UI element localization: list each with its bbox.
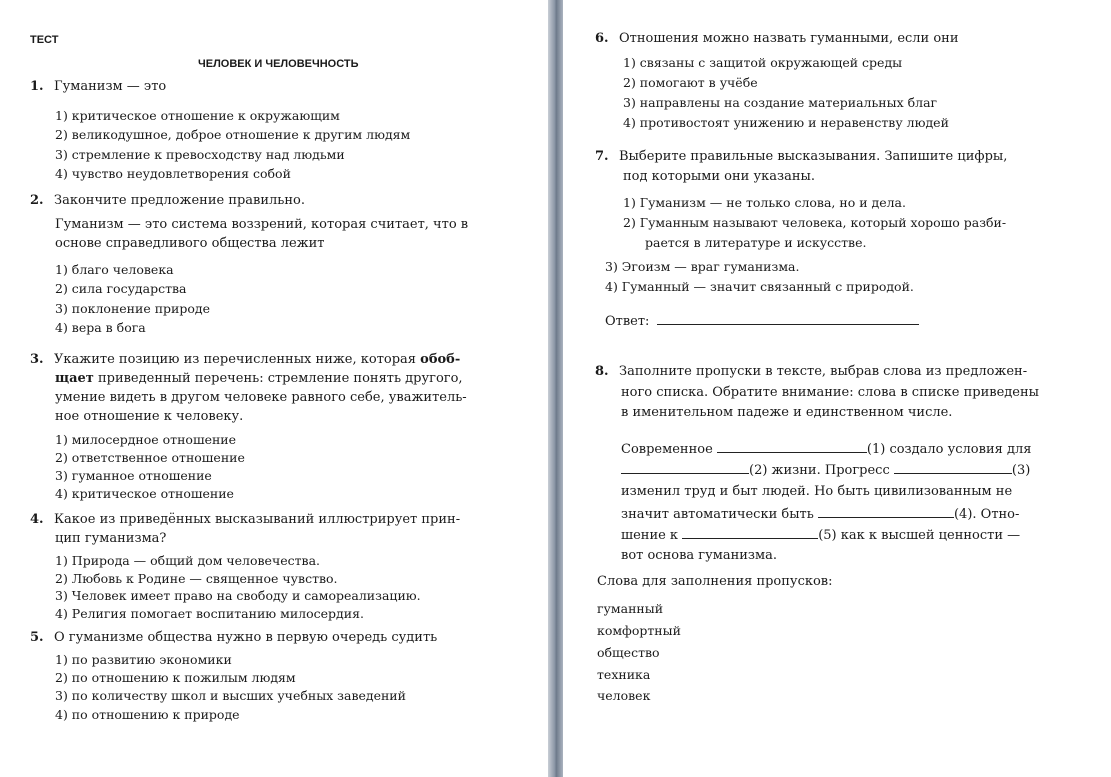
fill-text-line [621, 506, 1019, 523]
question-1 [30, 79, 166, 95]
question-text: умение видеть в другом человеке равного себе, уважитель- [55, 390, 467, 405]
option: 4) противостоят унижению и неравенству людей [623, 115, 949, 130]
question-text: приведенный перечень: стремление понять другого, [93, 371, 463, 386]
question-number: 3. [30, 352, 44, 367]
word-item: гуманный [597, 601, 664, 616]
question-text-bold: щает [55, 371, 94, 386]
word-item: человек [597, 688, 651, 703]
fill-text: (1) создало условия для [866, 442, 1032, 457]
question-number: 5. [30, 630, 44, 645]
option: 4) вера в бога [55, 320, 146, 335]
option: 3) Человек имеет право на свободу и самореализацию. [55, 588, 421, 603]
question-text: в именительном падеже и единственном числе. [621, 405, 953, 420]
question-6 [595, 31, 959, 47]
question-text: Укажите позицию из перечисленных ниже, которая [54, 352, 421, 367]
fill-text: (5) как к высшей ценности — [818, 528, 1021, 543]
option: 1) Природа — общий дом человечества. [55, 553, 320, 568]
question-number: 1. [30, 79, 44, 94]
fill-text: изменил труд и быт людей. Но быть цивилизованным не [621, 484, 1013, 499]
question-text [55, 371, 463, 387]
word-item: комфортный [597, 623, 681, 638]
question-text: Выберите правильные высказывания. Запишите цифры, [619, 149, 1008, 164]
option: 1) связаны с защитой окружающей среды [623, 55, 903, 70]
question-2 [30, 193, 305, 209]
option: 1) милосердное отношение [55, 432, 237, 447]
option: 1) критическое отношение к окружающим [55, 108, 340, 123]
option: 2) помогают в учёбе [623, 75, 758, 90]
answer-row [605, 312, 919, 330]
word-item: общество [597, 645, 660, 660]
fill-text: значит автоматически быть [621, 507, 814, 522]
option: 1) Гуманизм — не только слова, но и дела. [623, 195, 906, 210]
left-page [0, 0, 548, 777]
fill-text: (2) жизни. Прогресс [749, 463, 890, 478]
option: 4) Гуманный — значит связанный с природой. [605, 279, 914, 294]
fill-text: Современное [621, 442, 713, 457]
question-8 [595, 364, 1027, 380]
option: 4) чувство неудовлетворения собой [55, 166, 291, 181]
words-title: Слова для заполнения пропусков: [597, 574, 833, 589]
question-7 [595, 149, 1007, 165]
question-number: 4. [30, 512, 44, 527]
question-4 [30, 512, 460, 528]
question-text: Гуманизм — это система воззрений, которая считает, что в [55, 217, 469, 232]
question-3 [30, 352, 460, 368]
option: 3) стремление к превосходству над людьми [55, 147, 345, 162]
question-text: ное отношение к человеку. [55, 409, 244, 424]
option: 4) по отношению к природе [55, 707, 240, 722]
question-text-bold: обоб- [420, 352, 461, 367]
question-number: 2. [30, 193, 44, 208]
question-text: Закончите предложение правильно. [54, 193, 305, 208]
option: 3) направлены на создание материальных благ [623, 95, 938, 110]
page-title: ЧЕЛОВЕК И ЧЕЛОВЕЧНОСТЬ [198, 58, 359, 70]
fill-text: шение к [621, 528, 679, 543]
question-text: О гуманизме общества нужно в первую очередь судить [54, 630, 438, 645]
question-text: Какое из приведённых высказываний иллюстрирует прин- [54, 512, 461, 527]
option: рается в литературе и искусстве. [645, 235, 867, 250]
option: 3) по количеству школ и высших учебных заведений [55, 688, 406, 703]
answer-label: Ответ: [605, 314, 650, 329]
question-text: ного списка. Обратите внимание: слова в списке приведены [621, 385, 1039, 400]
option: 4) Религия помогает воспитанию милосердия. [55, 606, 364, 621]
question-text: цип гуманизма? [55, 531, 167, 546]
question-text: под которыми они указаны. [623, 169, 815, 184]
option: 1) по развитию экономики [55, 652, 232, 667]
blank-4[interactable] [818, 506, 954, 518]
question-text: Заполните пропуски в тексте, выбрав слова из предложен- [619, 364, 1028, 379]
fill-text-line [621, 462, 1030, 479]
question-text: Гуманизм — это [54, 79, 167, 94]
option: 2) сила государства [55, 281, 187, 296]
test-label: ТЕСТ [30, 34, 59, 46]
blank-5[interactable] [682, 527, 818, 539]
question-number: 6. [595, 31, 609, 46]
option: 3) Эгоизм — враг гуманизма. [605, 259, 800, 274]
option: 2) Гуманным называют человека, который хорошо разби- [623, 215, 1007, 230]
fill-text-line [621, 527, 1020, 544]
question-number: 7. [595, 149, 609, 164]
option: 3) поклонение природе [55, 301, 210, 316]
fill-text-line [621, 441, 1031, 458]
word-item: техника [597, 667, 651, 682]
page-divider [548, 0, 563, 777]
fill-text: вот основа гуманизма. [621, 548, 778, 563]
question-text: основе справедливого общества лежит [55, 236, 325, 251]
question-number: 8. [595, 364, 609, 379]
question-text: Отношения можно назвать гуманными, если они [619, 31, 959, 46]
option: 2) ответственное отношение [55, 450, 245, 465]
fill-text: (3) [1011, 463, 1031, 478]
blank-1[interactable] [717, 441, 867, 453]
question-5 [30, 630, 437, 646]
option: 1) благо человека [55, 262, 174, 277]
option: 2) великодушное, доброе отношение к другим людям [55, 127, 411, 142]
option: 2) Любовь к Родине — священное чувство. [55, 571, 338, 586]
fill-text: (4). Отно- [953, 507, 1020, 522]
blank-3[interactable] [894, 462, 1012, 474]
right-page [563, 0, 1111, 777]
blank-2[interactable] [621, 462, 749, 474]
option: 2) по отношению к пожилым людям [55, 670, 296, 685]
option: 4) критическое отношение [55, 486, 234, 501]
option: 3) гуманное отношение [55, 468, 212, 483]
answer-field[interactable] [657, 312, 919, 325]
